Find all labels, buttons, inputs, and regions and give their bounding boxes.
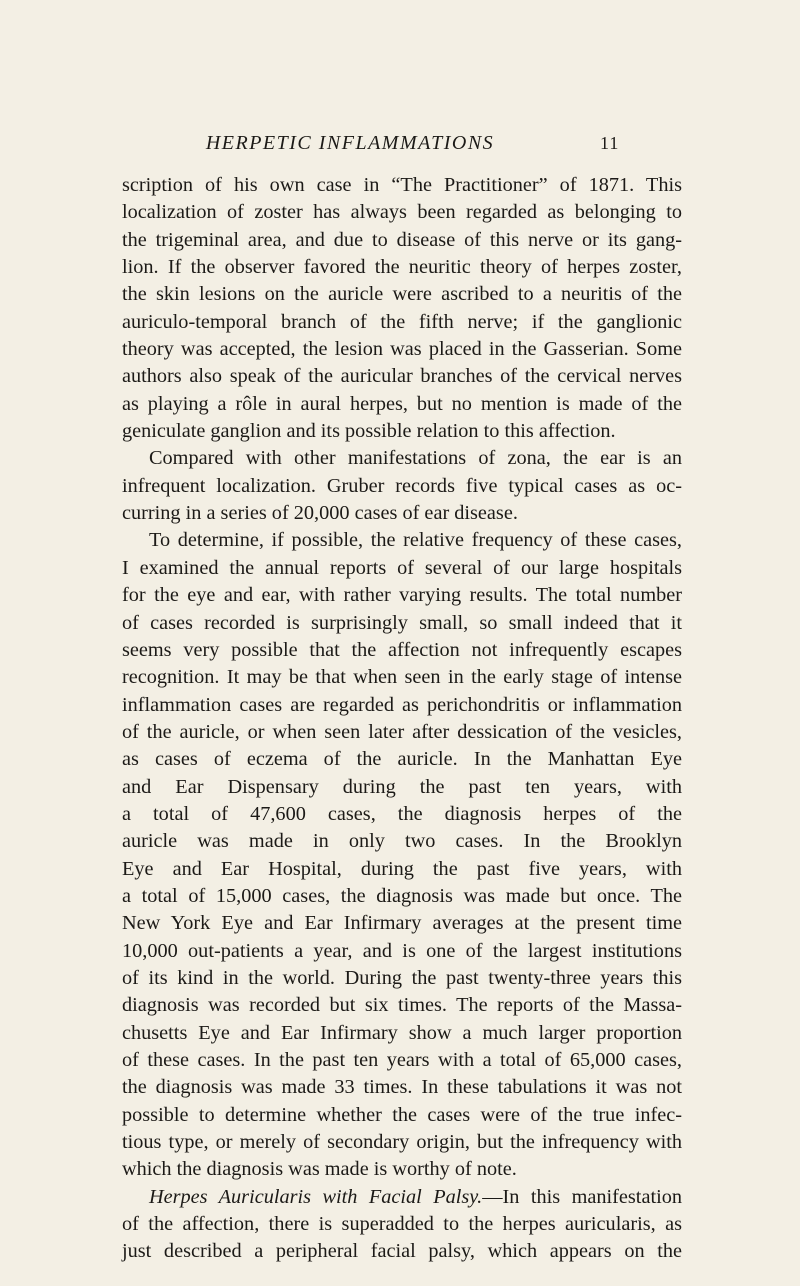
text-line: and Ear Dispensary during the past ten years, with <box>122 775 682 798</box>
text-line: the diagnosis was made 33 times. In these tabulations it was not <box>122 1076 682 1099</box>
running-head: HERPETIC INFLAMMATIONS <box>205 132 495 154</box>
text-line: inflammation cases are regarded as perichondritis or inflammation <box>122 693 682 716</box>
text-line: of the affection, there is superadded to the herpes auricularis, as <box>122 1213 682 1236</box>
text-line <box>122 1184 682 1211</box>
heading-lead-text: —In this manifestation <box>482 1185 682 1208</box>
text-line: the skin lesions on the auricle were ascribed to a neuritis of the <box>122 283 682 306</box>
text-line: as cases of eczema of the auricle. In the Manhattan Eye <box>122 748 682 771</box>
text-line: To determine, if possible, the relative frequency of these cases, <box>149 529 682 552</box>
text-line: just described a peripheral facial palsy, which appears on the <box>122 1240 682 1263</box>
text-line: infrequent localization. Gruber records five typical cases as oc- <box>122 474 682 497</box>
paragraph <box>122 445 682 527</box>
text-line: theory was accepted, the lesion was placed in the Gasserian. Some <box>122 338 682 361</box>
text-line: localization of zoster has always been regarded as belonging to <box>122 201 682 224</box>
text-line: of the auricle, or when seen later after dessication of the vesicles, <box>122 720 682 743</box>
text-line: of its kind in the world. During the past twenty-three years this <box>122 966 682 989</box>
section-heading: Herpes Auricularis with Facial Palsy. <box>149 1185 483 1208</box>
text-line: auricle was made in only two cases. In the Brooklyn <box>122 830 682 853</box>
text-line: of cases recorded is surprisingly small, so small indeed that it <box>122 611 682 634</box>
page-number: 11 <box>600 133 620 153</box>
text-line: which the diagnosis was made is worthy of note. <box>122 1158 517 1181</box>
text-line: chusetts Eye and Ear Infirmary show a much larger proportion <box>122 1021 682 1044</box>
text-line: I examined the annual reports of several of our large hospitals <box>122 556 682 579</box>
paragraph <box>122 1184 682 1266</box>
text-line: possible to determine whether the cases were of the true infec- <box>122 1103 682 1126</box>
text-line: New York Eye and Ear Infirmary averages at the present time <box>122 912 682 935</box>
paragraph <box>122 527 682 1183</box>
text-line: recognition. It may be that when seen in the early stage of intense <box>122 666 682 689</box>
text-line: geniculate ganglion and its possible relation to this affection. <box>122 420 616 443</box>
text-line: a total of 47,600 cases, the diagnosis herpes of the <box>122 802 682 825</box>
paragraph <box>122 172 682 445</box>
text-line: 10,000 out-patients a year, and is one of the largest institutions <box>122 939 682 962</box>
text-line: lion. If the observer favored the neuritic theory of herpes zoster, <box>122 256 682 279</box>
text-line: seems very possible that the affection not infrequently escapes <box>122 638 682 661</box>
text-line: tious type, or merely of secondary origin, but the infrequency with <box>122 1131 682 1154</box>
text-line: curring in a series of 20,000 cases of ear disease. <box>122 502 518 525</box>
text-line: of these cases. In the past ten years with a total of 65,000 cases, <box>122 1049 682 1071</box>
text-line: scription of his own case in “The Practitioner” of 1871. This <box>122 174 682 196</box>
text-line: auriculo-temporal branch of the fifth nerve; if the ganglionic <box>122 310 682 333</box>
text-line: for the eye and ear, with rather varying results. The total number <box>122 584 682 607</box>
text-line: diagnosis was recorded but six times. The reports of the Massa- <box>122 994 682 1017</box>
text-line: as playing a rôle in aural herpes, but no mention is made of the <box>122 392 682 415</box>
text-line: a total of 15,000 cases, the diagnosis was made but once. The <box>122 884 682 907</box>
text-line: the trigeminal area, and due to disease of this nerve or its gang- <box>122 228 682 251</box>
text-line: authors also speak of the auricular branches of the cervical nerves <box>122 365 682 388</box>
text-line: Eye and Ear Hospital, during the past five years, with <box>122 857 682 880</box>
body-text <box>122 172 682 1266</box>
text-line: Compared with other manifestations of zona, the ear is an <box>149 447 682 470</box>
